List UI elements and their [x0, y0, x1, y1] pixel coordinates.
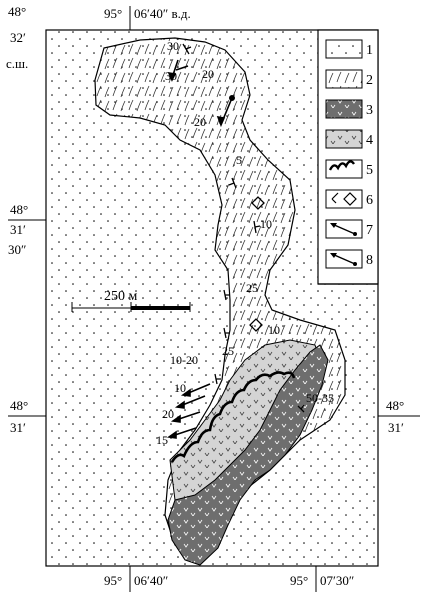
legend-label: 6 — [366, 193, 373, 208]
left-low-lat-deg: 48° — [10, 398, 29, 413]
dip-label: 10-20 — [170, 353, 198, 367]
dip-label: 20 — [162, 407, 174, 421]
dip-label: 10 — [174, 381, 186, 395]
dip-label: 20 — [202, 67, 214, 81]
dip-label: 10 — [260, 217, 272, 231]
scale-bar-label: 250 м — [104, 289, 138, 304]
dip-label: 15 — [156, 433, 168, 447]
top-left-lat-min: 32′ — [10, 30, 26, 45]
top-lon-deg: 95° — [104, 6, 123, 21]
dip-label: 25 — [246, 281, 258, 295]
bottom-lon-2-deg: 95° — [290, 573, 309, 588]
legend-label: 7 — [366, 223, 373, 238]
left-mid-lat-deg: 48° — [10, 202, 29, 217]
top-left-lat-hemi: с.ш. — [6, 56, 29, 71]
legend-label: 5 — [366, 163, 373, 178]
dip-label: 30 — [167, 39, 179, 53]
legend-label: 4 — [366, 133, 373, 148]
legend-label: 3 — [366, 103, 373, 118]
top-lon-rest: 06′40″ в.д. — [134, 6, 191, 21]
dip-label: 20 — [194, 115, 206, 129]
legend-label: 2 — [366, 73, 373, 88]
dip-label: 25 — [222, 344, 234, 358]
dip-label: 30 — [165, 69, 177, 83]
bottom-lon-1-deg: 95° — [104, 573, 123, 588]
left-mid-lat-min: 31′ — [10, 222, 26, 237]
right-low-lat-deg: 48° — [386, 398, 405, 413]
right-low-lat-min: 31′ — [388, 420, 404, 435]
dip-label: 10 — [268, 323, 280, 337]
dip-label: 5 — [236, 153, 242, 167]
left-low-lat-min: 31′ — [10, 420, 26, 435]
top-left-lat-deg: 48° — [8, 4, 27, 19]
legend-panel — [318, 30, 378, 284]
left-mid-lat-sec: 30″ — [8, 242, 27, 257]
bottom-lon-2-rest: 07′30″ — [320, 573, 355, 588]
legend-label: 8 — [366, 253, 373, 268]
bottom-lon-1-rest: 06′40″ — [134, 573, 169, 588]
dip-label: 50-35 — [306, 391, 334, 405]
legend-label: 1 — [366, 43, 373, 58]
